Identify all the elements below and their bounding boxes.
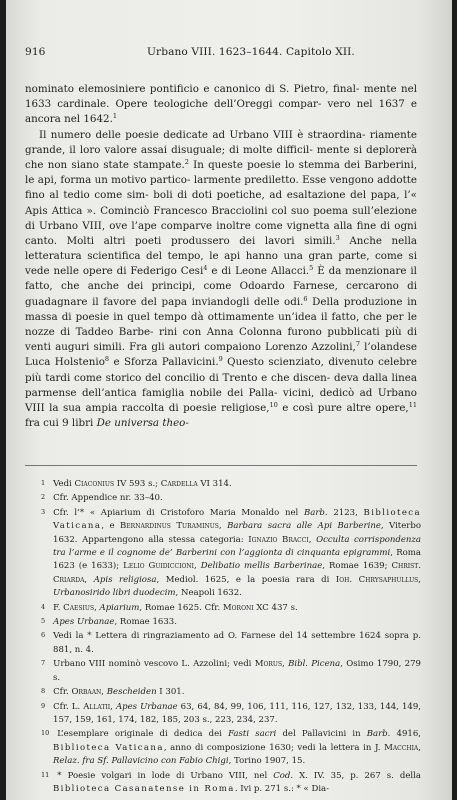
text-line: come si vede nelle opere di Federigo Cesi <box>25 250 417 278</box>
footnote-italic: Occulta corrispondenza tra l’arme e il cognome de’ Barberini con l’aggionta di cinquanta epigrammi <box>53 534 421 559</box>
footnote-text: , <box>194 561 201 572</box>
text-line: Questo scienziato, divenuto <box>222 356 374 369</box>
text-line: In queste <box>188 158 243 171</box>
paragraph-1 <box>25 82 417 128</box>
footnote-text: , <box>218 521 228 532</box>
footnote-italic: Relaz. fra Sf. Pallavicino con Fabio Chigi <box>53 756 229 767</box>
footnote-italic: Barbara sacra alle Api Barberine <box>227 521 381 532</box>
footnote-italic: Bibl. Picena <box>288 659 341 670</box>
text-line: di ogni canto. Molti altri poeti produssero dei lavori simili. <box>25 219 417 247</box>
footnote-text: , Neapoli 1632. <box>175 588 242 599</box>
footnote-text: Cfr. l’* « Apiarium di Cristoforo Maria Monaldo nel <box>53 507 304 518</box>
text-line: Luca Holstenio <box>25 356 105 369</box>
text-line: vero nel 1637 e ancora nel 1642. <box>25 98 418 126</box>
text-line: l’olandese <box>359 341 417 354</box>
text-line: mente nel 1633 cardinale. Opere teologiche dell’Oreggi compar- <box>25 83 418 111</box>
footnote-number: 2 <box>41 493 46 502</box>
text-line: religiose, <box>221 401 270 414</box>
text-line: boli di doti poetiche, ad esaltazione del papa, l’« Apis Attica ». <box>25 189 417 217</box>
footnote-italic: Cod. <box>273 770 294 781</box>
footnote-number: 9 <box>41 701 46 710</box>
text-line: e Sforza Pallavicini. <box>109 356 219 369</box>
footnote-number: 4 <box>41 602 46 611</box>
footnote-4 <box>25 601 421 615</box>
footnote-text: del Pallavicini in <box>276 729 367 740</box>
footnote-number: 7 <box>41 659 46 668</box>
footnote-6 <box>25 629 421 657</box>
footnote-text: , Romae 1625. Cfr. <box>139 602 223 613</box>
footnote-text: , e <box>101 521 121 532</box>
footnote-text: 63, 64, 84, 99, 106, 111, 116, 127, 132, 133, 144, 149, 157, 159, 161, 174, 182, 185, 203 s., 223, 234, 237. <box>53 701 422 725</box>
footnote-text: Cfr. Appendice nr. 33–40. <box>53 493 163 504</box>
main-text <box>25 82 417 431</box>
text-line: fra cui 9 libri <box>25 417 97 430</box>
footnote-italic: Barb. <box>366 729 391 740</box>
text-line: Cominciò Francesco Bracciolini col suo poema sull’elezione di <box>25 204 417 232</box>
paragraph-2 <box>25 128 417 432</box>
footnote-italic: Apes Urbanae <box>53 617 115 628</box>
footnote-text: Vedi <box>53 479 75 489</box>
text-line: È da menzionare il fatto, che anche dei principi, come Odoardo <box>25 265 417 293</box>
author-name: L. Allatii <box>71 701 111 712</box>
text-line: celebre più tardi come storico del concilio di Trento e che discen- <box>25 356 417 384</box>
footnote-7 <box>25 657 421 685</box>
footnote-number: 11 <box>41 770 50 779</box>
footnote-text: , anno di composizione 1630; vedi la lettera in <box>163 742 375 753</box>
footnote-2 <box>25 491 421 505</box>
author-name: Christ. Criarda <box>53 561 421 585</box>
footnote-text: Cfr. <box>53 687 72 698</box>
text-line: riamente grande, il loro valore assai disuguale; di molte difficil- <box>25 128 417 156</box>
author-name: Ioh. Chrysaphullus <box>335 574 419 585</box>
footnote-1 <box>25 477 421 491</box>
footnote-separator <box>25 465 417 466</box>
footnote-ref: 6 <box>303 294 308 303</box>
footnote-text: XC 437 s. <box>253 602 298 613</box>
footnote-number: 5 <box>41 617 46 626</box>
library-name: Biblioteca Casanatense in Roma <box>53 783 235 794</box>
author-name: Bernardinus Turaminus <box>120 521 219 532</box>
footnote-text: , <box>110 701 116 712</box>
footnote-text: * Poesie volgari in lode di Urbano VIII, nel <box>57 770 274 781</box>
text-line: poesie lo stemma dei Barberini, le api, forma un motivo partico- <box>25 158 418 187</box>
author-name: J. Macchia <box>374 742 419 753</box>
text-line: Anche <box>339 234 382 247</box>
footnote-italic: Apes Urbanae <box>115 701 178 712</box>
page-number: 916 <box>25 46 46 58</box>
footnote-5 <box>25 615 421 629</box>
footnote-text: Urbano VIII nominò vescovo L. Azzolini; vedi <box>53 659 255 670</box>
text-line: mente si deplorerà che non siano state stampate. <box>25 143 417 171</box>
footnote-ref: 9 <box>218 355 223 364</box>
footnote-9 <box>25 700 421 728</box>
text-line: Farnese, cercarono di guadagnare il favore del papa inviandogli <box>25 280 417 308</box>
footnote-ref: 2 <box>184 157 189 166</box>
text-line: nominato elemosiniere pontificio e canonico di S. Pietro, final- <box>25 83 360 95</box>
footnote-text: , <box>418 574 422 585</box>
author-name: Morus <box>254 659 283 670</box>
footnote-italic: Urbanosirido libri duodecim <box>53 588 176 599</box>
footnote-number: 3 <box>41 507 46 516</box>
footnote-ref: 8 <box>104 355 110 364</box>
footnote-number: 1 <box>41 479 46 487</box>
footnote-text: , Roma 1623 (e 1633); <box>53 548 421 572</box>
text-line: deva dalla linea parmense dell’antica famiglia nobile dei Palla- <box>25 371 417 399</box>
author-name: Orbaan <box>71 687 102 698</box>
running-header <box>25 46 418 60</box>
footnote-text: Cfr. <box>53 701 72 712</box>
author-name: Lelio Guidiccioni <box>123 561 195 572</box>
footnote-number: 6 <box>41 631 46 640</box>
footnote-text: , <box>308 534 317 545</box>
footnote-text: , Romae 1639; <box>322 561 392 572</box>
footnote-11 <box>25 769 421 797</box>
text-line: larmente prediletto. Esse vengono addotte fino al tedio come sim- <box>25 174 417 202</box>
footnotes <box>25 477 421 796</box>
footnote-text: I 301. <box>156 687 185 698</box>
book-page <box>6 0 452 800</box>
footnote-text: , Viterbo 1632. Appartengono alla stessa categoria: <box>53 521 422 545</box>
footnote-ref: 1 <box>112 112 117 121</box>
text-line: delle odi. <box>254 295 304 308</box>
footnote-italic: Bescheiden <box>106 687 157 698</box>
text-line: ottimamente un’idea il fatto, che per le nozze di Taddeo Barbe- <box>25 310 417 338</box>
footnote-text: VI 314. <box>197 479 232 489</box>
footnote-italic: Apis religiosa <box>93 574 157 585</box>
text-line: Il numero delle poesie dedicate ad Urbano VIII è straordina- <box>39 128 366 141</box>
text-line: rini con Anna Colonna furono pubblicati più di venti auguri <box>25 326 417 354</box>
footnote-text: , <box>84 574 94 585</box>
footnote-text: 2123, <box>327 507 364 518</box>
footnote-text: Vedi la * Lettera di ringraziamento ad O. Farnese del 14 settembre 1624 sopra p. 881, n. 4. <box>53 631 421 655</box>
author-name: Ignazio Bracci <box>248 534 309 545</box>
library-name: Biblioteca Vaticana <box>53 507 421 532</box>
running-title: Urbano VIII. 1623–1644. Capitolo XII. <box>147 46 355 58</box>
footnote-text: , Osimo 1790, 279 s. <box>53 659 421 683</box>
footnote-text: . Ivi p. 271 s.: * « Dia- <box>234 783 330 794</box>
footnote-ref: 3 <box>335 233 340 242</box>
author-name: Moroni <box>222 602 254 613</box>
footnote-text: , <box>418 742 421 753</box>
footnote-10 <box>25 727 421 768</box>
footnote-ref: 4 <box>203 264 208 273</box>
footnote-ref: 7 <box>355 340 360 349</box>
footnote-text: , Romae 1633. <box>114 617 177 628</box>
footnote-text: , Torino 1907, 15. <box>228 756 306 767</box>
footnote-text: IV 593 s.; <box>114 479 161 489</box>
text-line-italic: De universa theo- <box>96 417 189 430</box>
footnote-italic: Barb. <box>303 507 328 518</box>
footnote-text: , <box>101 687 107 698</box>
footnote-ref: 11 <box>408 400 417 409</box>
library-name: Biblioteca Vaticana <box>53 742 164 753</box>
footnote-italic: Delibatio mellis Barberinae <box>200 561 323 572</box>
footnote-number: 10 <box>41 729 50 738</box>
footnote-text: , Mediol. 1625, e la poesia rara di <box>156 574 336 585</box>
text-line: Della produzione in massa di poesie in quel tempo dà <box>25 295 418 323</box>
footnote-ref: 5 <box>309 264 314 273</box>
footnote-text: 4916, <box>390 729 422 740</box>
footnote-text: , <box>282 659 289 670</box>
footnote-italic: Fasti sacri <box>228 729 277 740</box>
author-name: F. Caesius <box>53 602 95 613</box>
footnote-text: , <box>94 602 100 613</box>
footnote-8 <box>25 685 421 699</box>
text-line: vicini, dedicò ad Urbano VIII la sua ampia raccolta di poesie <box>25 386 417 414</box>
footnote-italic: Apiarium <box>99 602 140 613</box>
text-line: Urbano VIII, ove l’ape comparve inoltre come vignetta alla fine <box>38 219 377 232</box>
footnote-number: 8 <box>41 687 46 696</box>
text-line: e di Leone Allacci. <box>207 265 310 278</box>
footnote-text: L’esemplare originale di dedica dei <box>57 729 229 740</box>
author-name: Cardella <box>160 479 198 489</box>
author-name: Ciaconius <box>74 479 115 489</box>
footnote-ref: 10 <box>269 400 278 409</box>
text-line: simili. Fra gli autori compaiono Lorenzo Azzolini, <box>93 341 356 354</box>
footnote-3 <box>25 506 421 601</box>
text-line: e così pure altre opere, <box>277 401 409 414</box>
footnote-text: X. IV. 35, p. 267 s. della <box>293 770 421 781</box>
text-line: nella letteratura scientifica del tempo, le api hanno una gran parte, <box>25 234 417 263</box>
